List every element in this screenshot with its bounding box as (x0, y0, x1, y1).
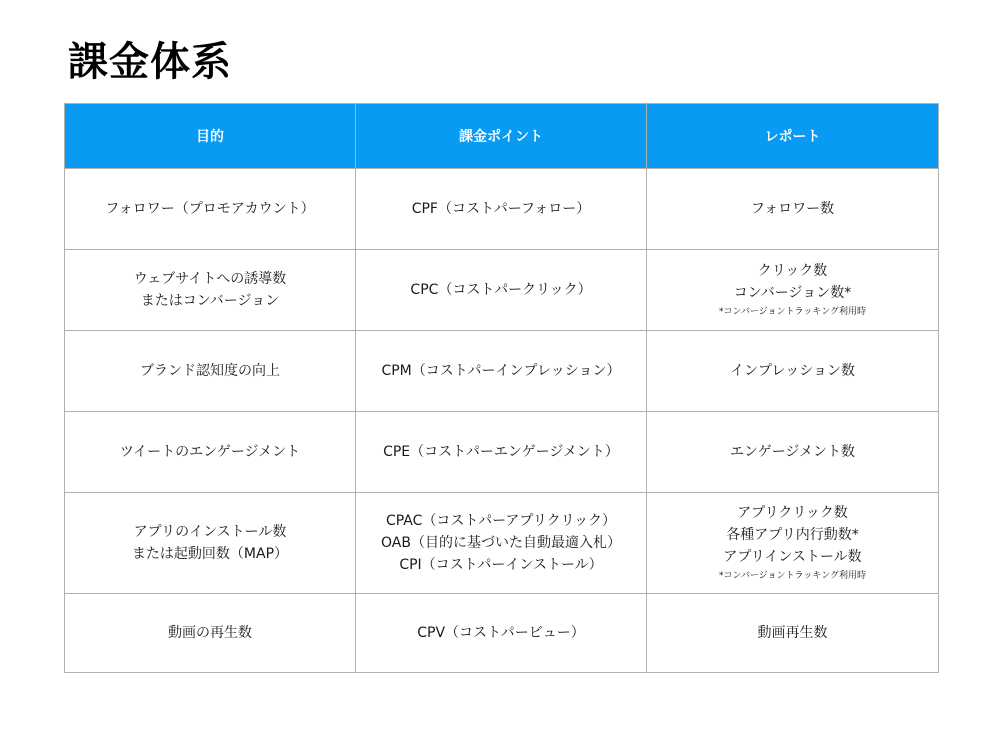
billing-text: OAB（目的に基づいた自動最適入札） (381, 535, 621, 551)
billing-text: CPAC（コストパーアプリクリック） (385, 513, 617, 529)
purpose-text: ウェブサイトへの誘導数 (133, 271, 287, 287)
purpose-text: アプリのインストール数 (133, 524, 287, 540)
purpose-cell (65, 493, 356, 594)
report-text: 各種アプリ内行動数* (726, 527, 859, 543)
billing-table (64, 103, 939, 673)
footnote-text: *コンバージョントラッキング利用時 (718, 571, 867, 581)
report-cell (647, 493, 939, 594)
report-cell (647, 331, 939, 412)
table-row (65, 493, 939, 594)
page-title: 課金体系 (68, 39, 232, 85)
billing-text: CPC（コストパークリック） (410, 282, 592, 298)
header-purpose: 目的 (65, 104, 356, 169)
header-billing-point: 課金ポイント (356, 104, 647, 169)
purpose-cell (65, 169, 356, 250)
billing-text: CPF（コストパーフォロー） (411, 201, 591, 217)
purpose-text: またはコンバージョン (140, 293, 280, 309)
billing-cell (356, 250, 647, 331)
purpose-text: ツイートのエンゲージメント (119, 444, 301, 460)
table-row (65, 594, 939, 673)
billing-text: CPM（コストパーインプレッション） (381, 363, 621, 379)
table-row (65, 250, 939, 331)
purpose-text: 動画の再生数 (168, 625, 252, 641)
table-row (65, 412, 939, 493)
report-text: クリック数 (757, 263, 828, 279)
billing-cell (356, 331, 647, 412)
purpose-text: ブランド認知度の向上 (140, 363, 280, 379)
report-text: エンゲージメント数 (729, 444, 856, 460)
header-report: レポート (647, 104, 939, 169)
purpose-cell (65, 250, 356, 331)
report-cell (647, 250, 939, 331)
billing-text: CPV（コストパービュー） (417, 625, 585, 641)
billing-cell (356, 169, 647, 250)
report-cell (647, 412, 939, 493)
report-text: 動画再生数 (757, 625, 828, 641)
billing-cell (356, 594, 647, 673)
footnote-text: *コンバージョントラッキング利用時 (718, 307, 867, 317)
table-row (65, 169, 939, 250)
billing-cell (356, 493, 647, 594)
billing-cell (356, 412, 647, 493)
purpose-cell (65, 331, 356, 412)
report-text: コンバージョン数* (733, 285, 852, 301)
table-row (65, 331, 939, 412)
purpose-text: フォロワー（プロモアカウント） (105, 201, 315, 217)
report-text: アプリインストール数 (723, 549, 862, 565)
report-text: フォロワー数 (750, 201, 835, 217)
billing-text: CPE（コストパーエンゲージメント） (383, 444, 619, 460)
billing-text: CPI（コストパーインストール） (399, 557, 603, 573)
report-cell (647, 594, 939, 673)
report-cell (647, 169, 939, 250)
purpose-cell (65, 594, 356, 673)
report-text: インプレッション数 (729, 363, 856, 379)
purpose-cell (65, 412, 356, 493)
report-text: アプリクリック数 (737, 505, 848, 521)
purpose-text: または起動回数（MAP） (131, 546, 289, 562)
table-header-row (65, 104, 939, 169)
